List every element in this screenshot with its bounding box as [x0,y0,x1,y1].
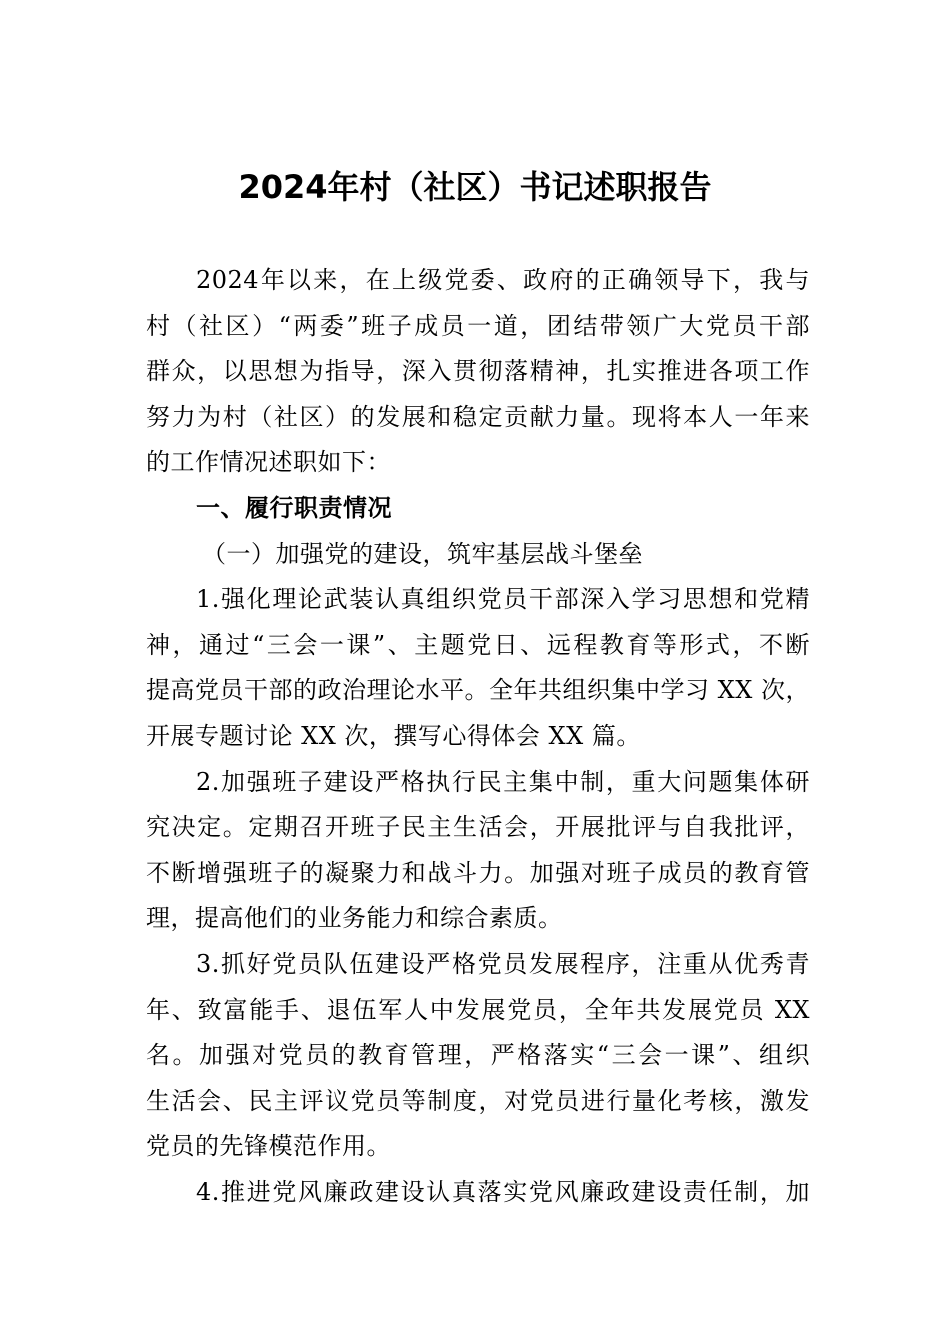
document-title: 2024年村（社区）书记述职报告 [238,168,712,206]
paragraph-line: 4.推进党风廉政建设认真落实党风廉政建设责任制，加 [196,1177,810,1206]
section-heading: 一、履行职责情况 [196,493,392,522]
paragraph-line: 究决定。定期召开班子民主生活会，开展批评与自我批评， [146,813,810,842]
paragraph-line: 年、致富能手、退伍军人中发展党员，全年共发展党员 XX [146,995,810,1024]
paragraph-line: 不断增强班子的凝聚力和战斗力。加强对班子成员的教育管 [146,858,810,887]
paragraph-line: 党员的先锋模范作用。 [146,1132,391,1161]
paragraph-line: 3.抓好党员队伍建设严格党员发展程序，注重从优秀青 [196,949,810,978]
paragraph-line: 理，提高他们的业务能力和综合素质。 [146,904,563,933]
paragraph-line: 生活会、民主评议党员等制度，对党员进行量化考核，激发 [146,1086,810,1115]
paragraph-line: 开展专题讨论 XX 次，撰写心得体会 XX 篇。 [146,721,641,750]
paragraph-line: 提高党员干部的政治理论水平。全年共组织集中学习 XX 次， [146,676,810,705]
paragraph-line: 群众，以思想为指导，深入贯彻落精神，扎实推进各项工作 [146,357,810,386]
paragraph-line: 1.强化理论武装认真组织党员干部深入学习思想和党精 [196,585,810,614]
paragraph-line: 名。加强对党员的教育管理，严格落实“三会一课”、组织 [146,1041,810,1070]
paragraph-line: 努力为村（社区）的发展和稳定贡献力量。现将本人一年来 [146,402,810,431]
paragraph-line: 神，通过“三会一课”、主题党日、远程教育等形式，不断 [146,630,810,659]
paragraph-line: 2.加强班子建设严格执行民主集中制，重大问题集体研 [196,767,810,796]
paragraph-line: 的工作情况述职如下： [146,448,391,477]
document-body [146,258,810,1215]
paragraph-line: 2024年以来，在上级党委、政府的正确领导下，我与 [196,266,810,294]
subsection-heading: （一）加强党的建设，筑牢基层战斗堡垒 [202,539,643,568]
paragraph-line: 村（社区）“两委”班子成员一道，团结带领广大党员干部 [146,311,810,340]
